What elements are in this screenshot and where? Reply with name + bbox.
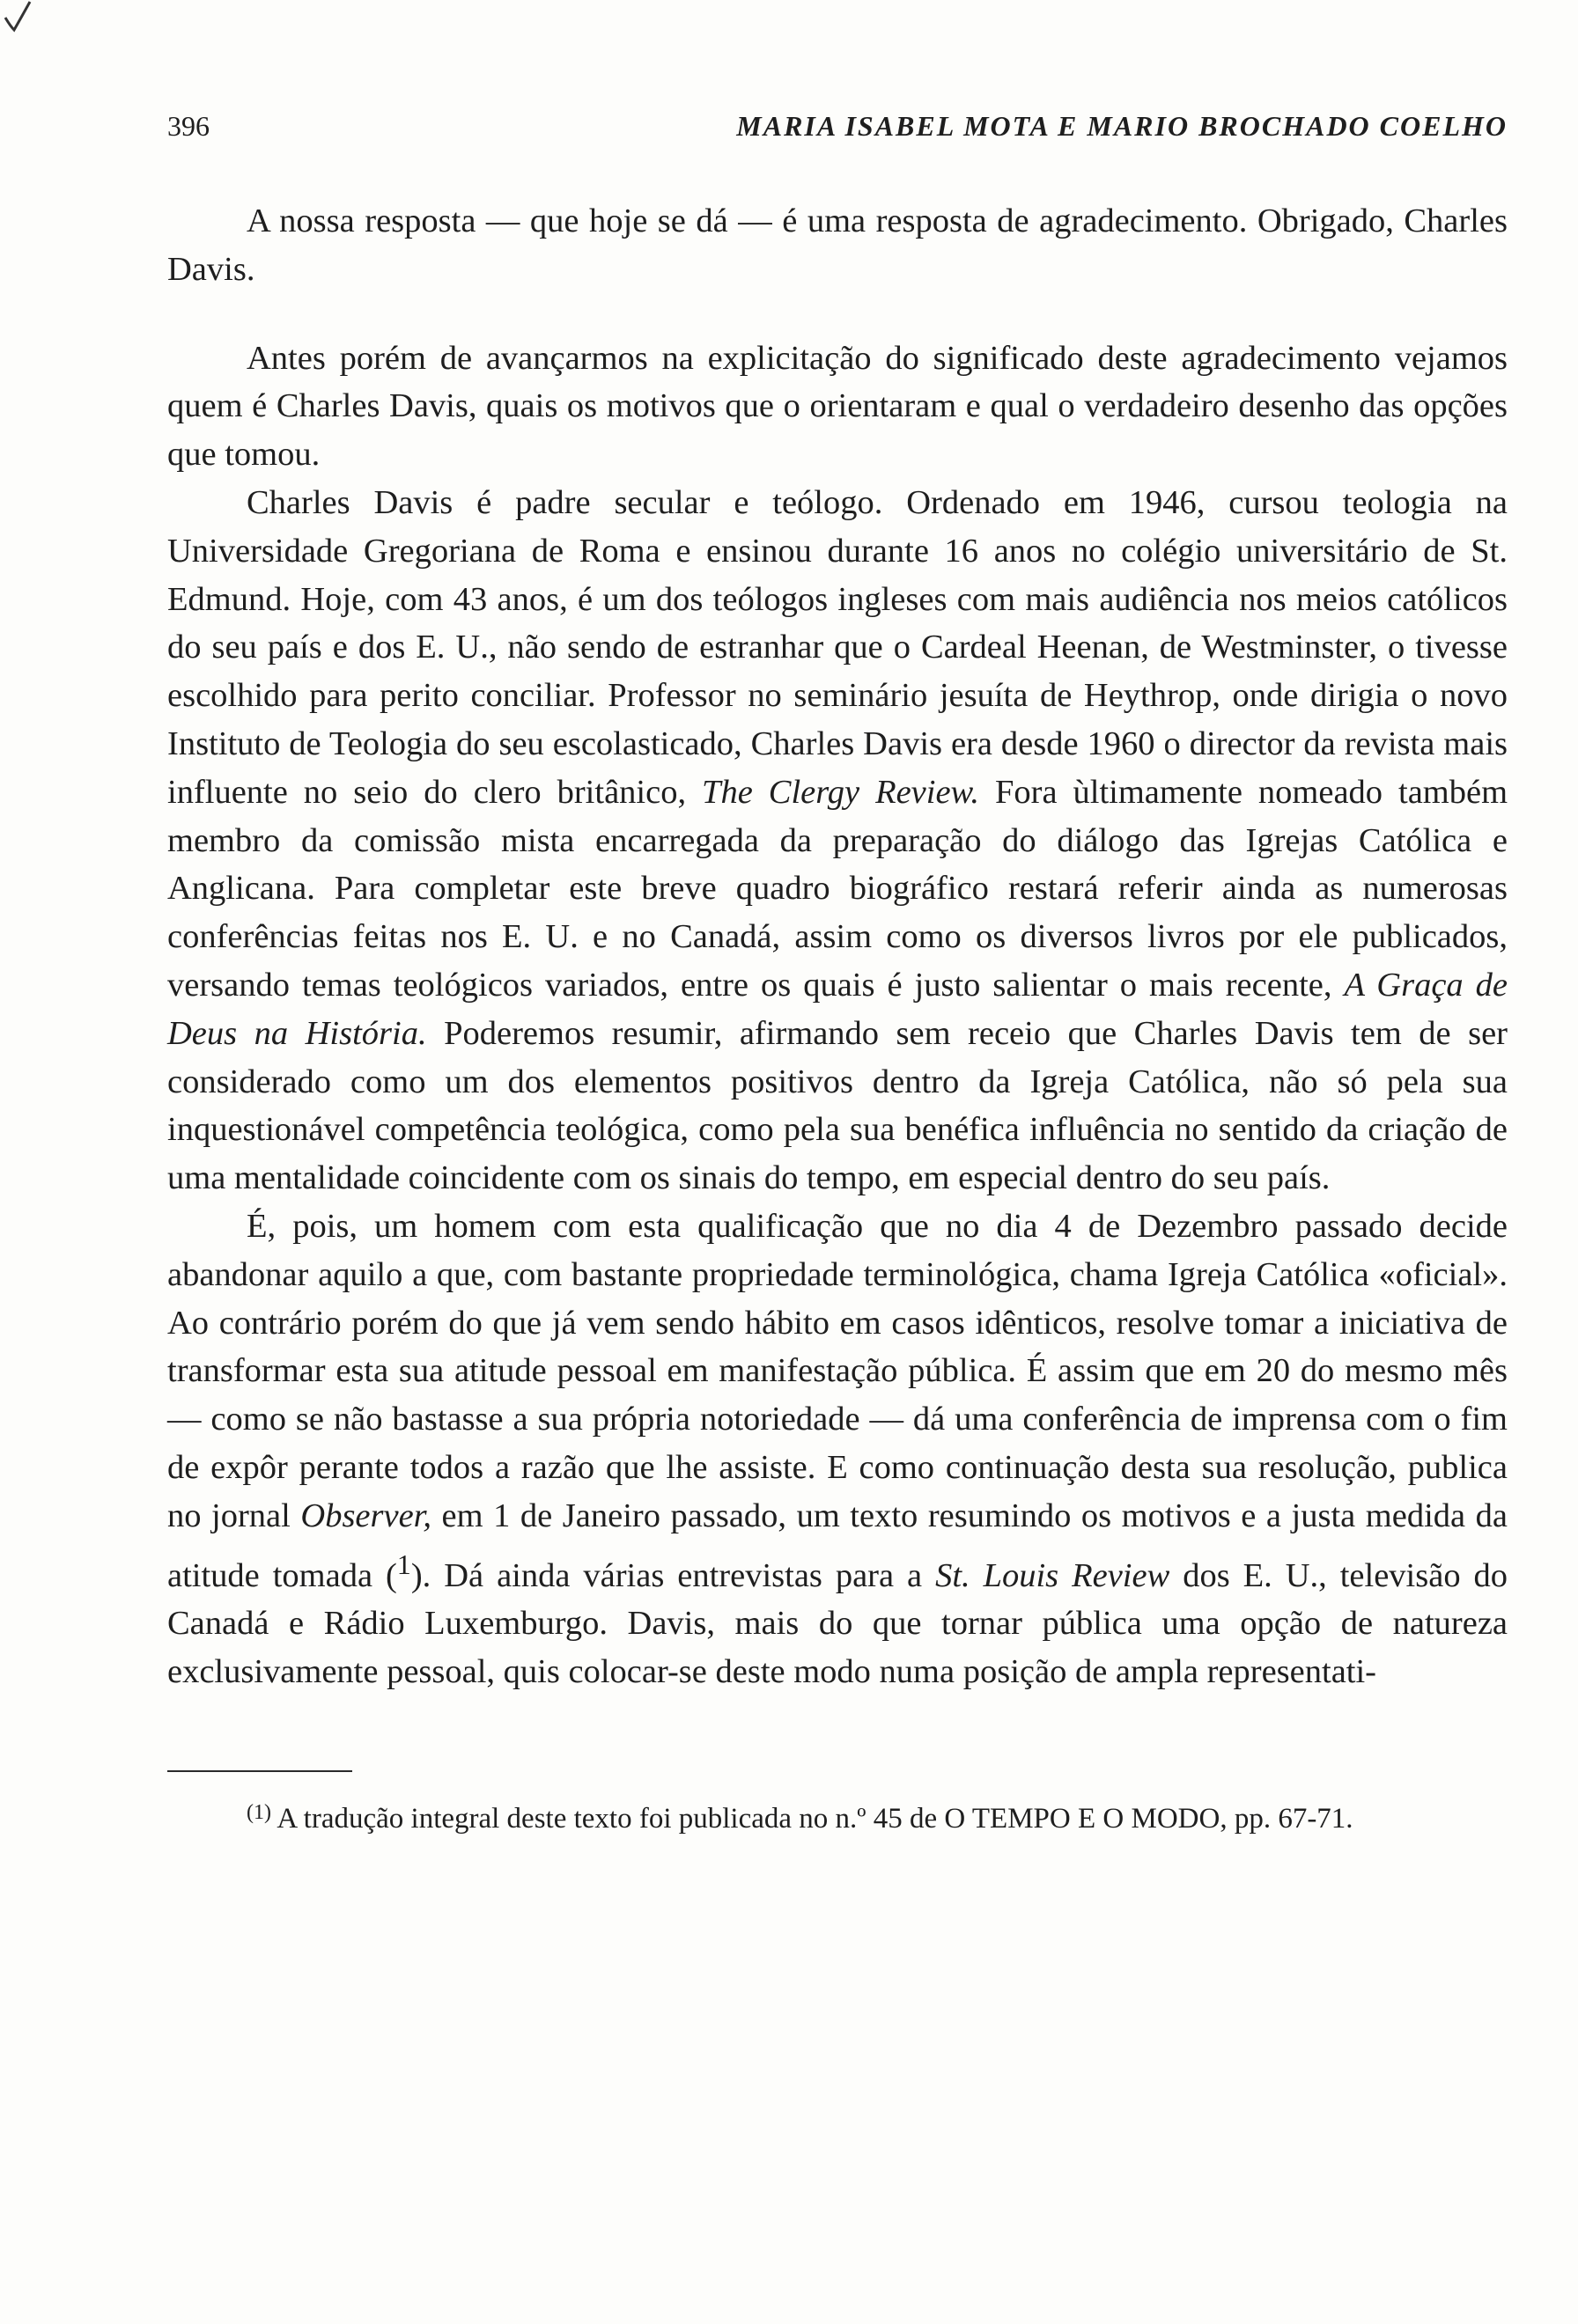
running-title: MARIA ISABEL MOTA E MARIO BROCHADO COELHO (736, 110, 1508, 142)
paragraph-2: Antes porém de avançarmos na explicitação do significado deste agradecimento vejamos quem é Charles Davis, quais os motivos que o orientaram e qual o verdadeiro desenho das opções que tomou. (167, 339, 1508, 474)
p4-text-b: em 1 de Janeiro passado, um texto resumindo os motivos e a justa medida da atitude tomada ( (167, 1497, 1508, 1594)
footnote-text: A tradução integral deste texto foi publicada no n.º 45 de O TEMPO E O MODO, pp. 67-71. (270, 1802, 1353, 1835)
p3-title-graca-de-deus: A Graça de Deus na História. (167, 966, 1508, 1052)
footnote (167, 1798, 1508, 1842)
p3-text-c: Poderemos resumir, afirmando sem receio que Charles Davis tem de ser considerado como um dos elementos positivos dentro da Igreja Católica, não só pela sua inquestionável competência teológica, como pela sua benéfica influência no sentido da criação de uma mentalidade coincidente com os sinais do tempo, em especial dentro do seu país. (167, 1014, 1508, 1197)
paragraph-3 (167, 479, 1508, 1202)
p3-text-b: Fora ùltimamente nomeado também membro da comissão mista encarregada da preparação do diálogo das Igrejas Católica e Anglicana. Para completar este breve quadro biográfico restará referir ainda as numerosas conferências feitas nos E. U. e no Canadá, assim como os diversos livros por ele publicados, versando temas teológicos variados, entre os quais é justo salientar o mais recente, (167, 773, 1508, 1004)
paragraph-1: A nossa resposta — que hoje se dá — é uma resposta de agradecimento. Obrigado, Charles Davis. (167, 202, 1508, 288)
page-number: 396 (167, 110, 210, 142)
p4-text-d: dos E. U., televisão do Canadá e Rádio Luxemburgo. Davis, mais do que tornar pública uma opção de natureza exclusivamente pessoal, quis colocar-se deste modo numa posição de ampla representati- (167, 1556, 1508, 1690)
pen-check-mark (0, 0, 53, 35)
footnote-ref: 1 (396, 1548, 411, 1580)
footnote-rule (167, 1770, 352, 1772)
p3-text-a: Charles Davis é padre secular e teólogo. Ordenado em 1946, cursou teologia na Universidade Gregoriana de Roma e ensinou durante 16 anos no colégio universitário de St. Edmund. Hoje, com 43 anos, é um dos teólogos ingleses com mais audiência nos meios católicos do seu país e dos E. U., não sendo de estranhar que o Cardeal Heenan, de Westminster, o tivesse escolhido para perito conciliar. Professor no seminário jesuíta de Heythrop, onde dirigia o novo Instituto de Teologia do seu escolasticado, Charles Davis era desde 1960 o director da revista mais influente no seio do clero britânico, (167, 483, 1508, 811)
p4-title-st-louis-review: St. Louis Review (935, 1556, 1170, 1594)
p4-text-c: ). Dá ainda várias entrevistas para a (410, 1556, 936, 1594)
running-header (167, 110, 1508, 143)
footnote-marker: (1) (247, 1800, 271, 1824)
body-text (167, 197, 1508, 1696)
paragraph-4 (167, 1202, 1508, 1696)
p4-title-observer: Observer, (300, 1497, 432, 1534)
p4-text-a: É, pois, um homem com esta qualificação que no dia 4 de Dezembro passado decide abandonar aquilo a que, com bastante propriedade terminológica, chama Igreja Católica «oficial». Ao contrário porém do que já vem sendo hábito em casos idênticos, resolve tomar a iniciativa de transformar esta sua atitude pessoal em manifestação pública. É assim que em 20 do mesmo mês — como se não bastasse a sua própria notoriedade — dá uma conferência de imprensa com o fim de expôr perante todos a razão que lhe assiste. E como continuação desta sua resolução, publica no jornal (167, 1207, 1508, 1534)
p3-title-clergy-review: The Clergy Review. (702, 773, 980, 811)
page (167, 110, 1508, 1842)
